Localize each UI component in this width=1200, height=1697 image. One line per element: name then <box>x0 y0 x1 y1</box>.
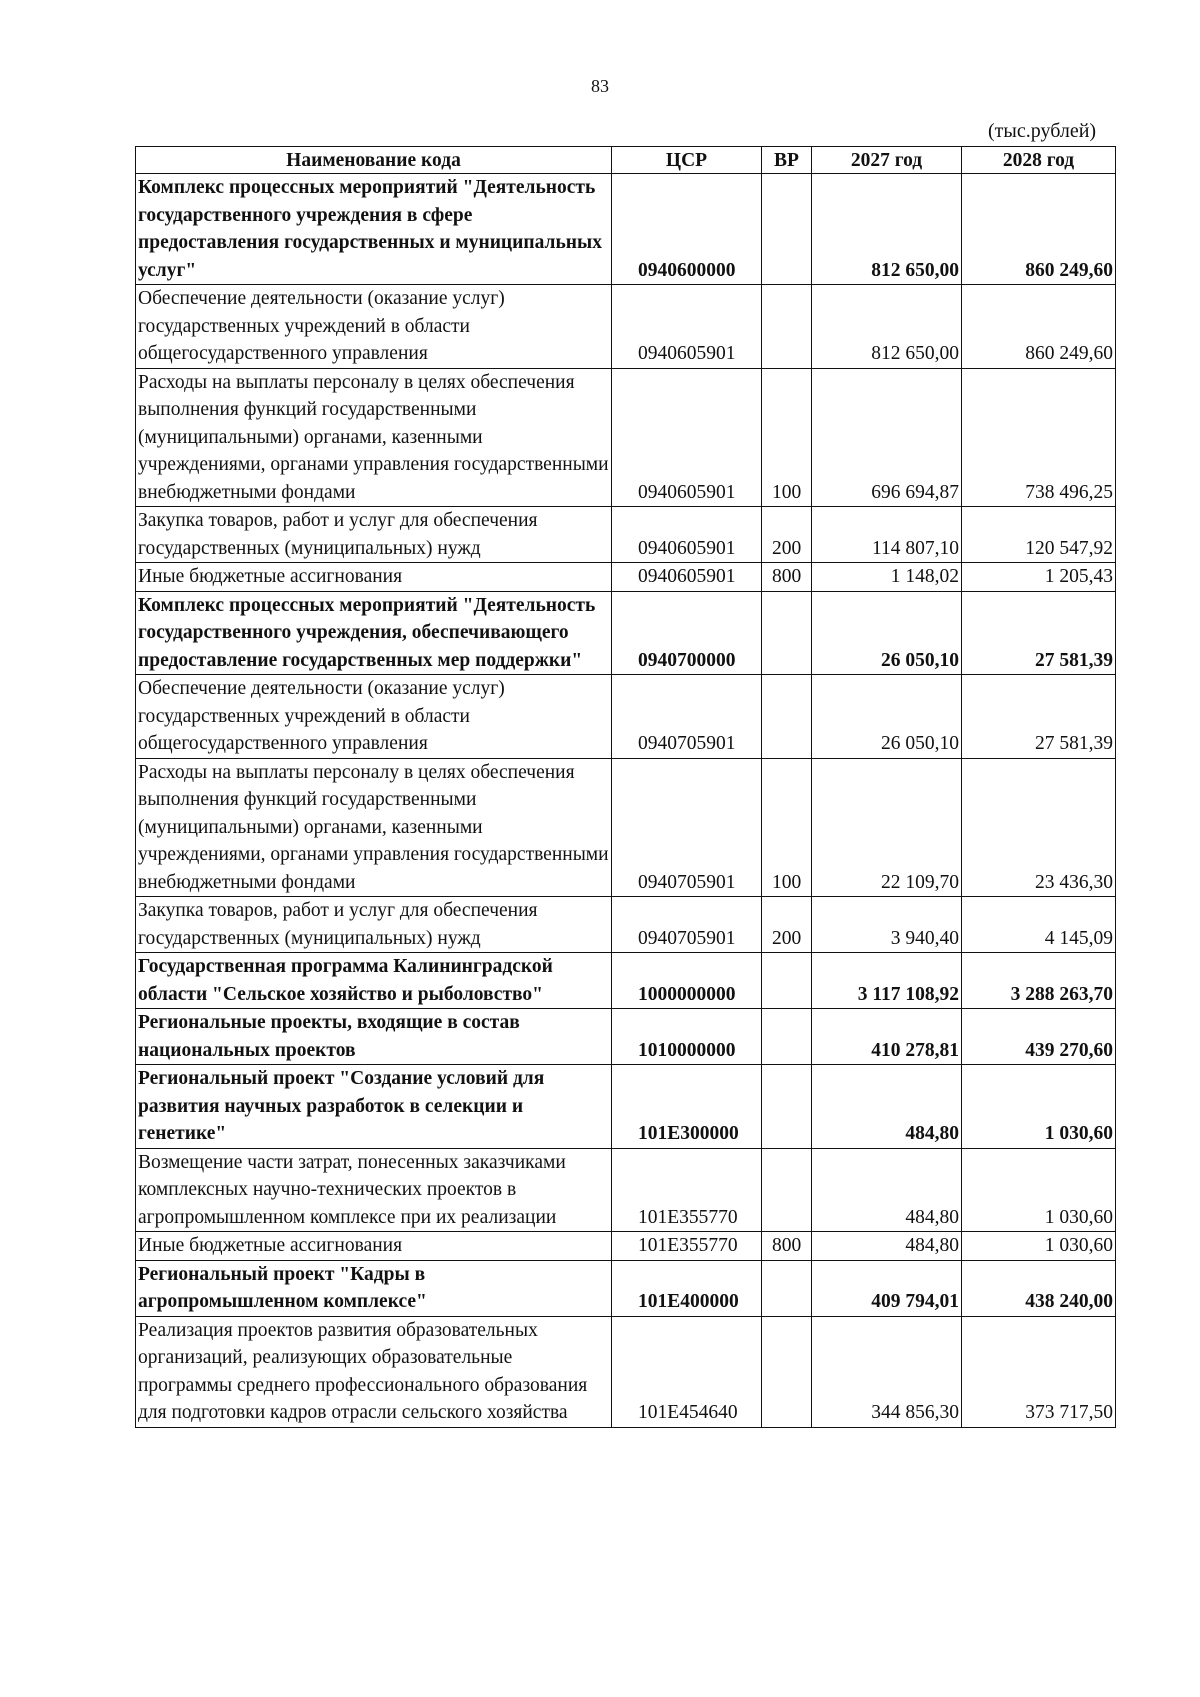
row-vr: 800 <box>762 563 812 592</box>
row-2028: 23 436,30 <box>962 758 1116 897</box>
row-2027: 812 650,00 <box>812 285 962 369</box>
header-name: Наименование кода <box>136 147 612 174</box>
table-row <box>136 285 1116 369</box>
row-vr <box>762 1065 812 1149</box>
row-vr: 100 <box>762 368 812 507</box>
table-row <box>136 897 1116 953</box>
row-2028: 439 270,60 <box>962 1009 1116 1065</box>
row-name: Иные бюджетные ассигнования <box>136 563 612 592</box>
row-vr: 200 <box>762 897 812 953</box>
row-2028: 860 249,60 <box>962 285 1116 369</box>
row-name: Иные бюджетные ассигнования <box>136 1232 612 1261</box>
row-2028: 860 249,60 <box>962 174 1116 285</box>
row-2027: 409 794,01 <box>812 1260 962 1316</box>
row-csr: 101Е400000 <box>612 1260 762 1316</box>
row-2028: 1 030,60 <box>962 1148 1116 1232</box>
row-2028: 27 581,39 <box>962 675 1116 759</box>
table-row <box>136 1148 1116 1232</box>
row-vr: 800 <box>762 1232 812 1261</box>
row-2028: 3 288 263,70 <box>962 953 1116 1009</box>
row-name: Обеспечение деятельности (оказание услуг) государственных учреждений в области общегосударственного управления <box>136 675 612 759</box>
table-row <box>136 1316 1116 1427</box>
row-2028: 438 240,00 <box>962 1260 1116 1316</box>
row-name: Расходы на выплаты персоналу в целях обеспечения выполнения функций государственными (муниципальными) органами, казенными учреждениями, органами управления государственными внебюджетными фондами <box>136 368 612 507</box>
row-2027: 484,80 <box>812 1232 962 1261</box>
row-csr: 0940605901 <box>612 563 762 592</box>
row-name: Возмещение части затрат, понесенных заказчиками комплексных научно-технических проектов в агропромышленном комплексе при их реализации <box>136 1148 612 1232</box>
row-csr: 101Е300000 <box>612 1065 762 1149</box>
row-name: Региональный проект "Кадры в агропромышленном комплексе" <box>136 1260 612 1316</box>
row-2028: 1 030,60 <box>962 1065 1116 1149</box>
row-2028: 27 581,39 <box>962 591 1116 675</box>
table-row <box>136 368 1116 507</box>
row-2027: 26 050,10 <box>812 675 962 759</box>
table-body <box>136 174 1116 1428</box>
row-2027: 812 650,00 <box>812 174 962 285</box>
row-vr <box>762 591 812 675</box>
table-row <box>136 174 1116 285</box>
table-header <box>136 147 1116 174</box>
budget-table <box>135 146 1116 1428</box>
row-vr <box>762 174 812 285</box>
row-vr <box>762 675 812 759</box>
row-2027: 410 278,81 <box>812 1009 962 1065</box>
row-csr: 0940705901 <box>612 758 762 897</box>
table-row <box>136 1009 1116 1065</box>
row-vr <box>762 953 812 1009</box>
row-name: Комплекс процессных мероприятий "Деятельность государственного учреждения в сфере предоставления государственных и муниципальных услуг" <box>136 174 612 285</box>
row-2028: 1 205,43 <box>962 563 1116 592</box>
row-name: Закупка товаров, работ и услуг для обеспечения государственных (муниципальных) нужд <box>136 507 612 563</box>
row-name: Региональные проекты, входящие в состав национальных проектов <box>136 1009 612 1065</box>
row-name: Обеспечение деятельности (оказание услуг) государственных учреждений в области общегосударственного управления <box>136 285 612 369</box>
row-csr: 0940705901 <box>612 897 762 953</box>
header-csr: ЦСР <box>612 147 762 174</box>
row-2027: 3 117 108,92 <box>812 953 962 1009</box>
row-csr: 0940700000 <box>612 591 762 675</box>
row-csr: 101Е454640 <box>612 1316 762 1427</box>
table-row <box>136 507 1116 563</box>
row-2028: 373 717,50 <box>962 1316 1116 1427</box>
row-2027: 484,80 <box>812 1065 962 1149</box>
row-name: Реализация проектов развития образовательных организаций, реализующих образовательные программы среднего профессионального образования для подготовки кадров отрасли сельского хозяйства <box>136 1316 612 1427</box>
table-row <box>136 758 1116 897</box>
row-2027: 3 940,40 <box>812 897 962 953</box>
row-2027: 696 694,87 <box>812 368 962 507</box>
row-2027: 114 807,10 <box>812 507 962 563</box>
table-row <box>136 563 1116 592</box>
row-2028: 1 030,60 <box>962 1232 1116 1261</box>
row-2027: 344 856,30 <box>812 1316 962 1427</box>
row-vr: 100 <box>762 758 812 897</box>
row-vr <box>762 1009 812 1065</box>
row-csr: 0940605901 <box>612 507 762 563</box>
row-csr: 101Е355770 <box>612 1148 762 1232</box>
row-2027: 1 148,02 <box>812 563 962 592</box>
row-2027: 22 109,70 <box>812 758 962 897</box>
row-csr: 101Е355770 <box>612 1232 762 1261</box>
header-vr: ВР <box>762 147 812 174</box>
row-vr <box>762 1148 812 1232</box>
row-vr <box>762 1316 812 1427</box>
row-vr <box>762 285 812 369</box>
row-vr <box>762 1260 812 1316</box>
row-csr: 0940605901 <box>612 285 762 369</box>
table-row <box>136 675 1116 759</box>
row-csr: 1000000000 <box>612 953 762 1009</box>
row-name: Государственная программа Калининградской области "Сельское хозяйство и рыболовство" <box>136 953 612 1009</box>
row-csr: 0940605901 <box>612 368 762 507</box>
table-row <box>136 1065 1116 1149</box>
units-label: (тыс.рублей) <box>988 120 1097 142</box>
row-2028: 120 547,92 <box>962 507 1116 563</box>
row-csr: 0940705901 <box>612 675 762 759</box>
row-csr: 0940600000 <box>612 174 762 285</box>
row-2027: 26 050,10 <box>812 591 962 675</box>
table-row <box>136 1232 1116 1261</box>
row-csr: 1010000000 <box>612 1009 762 1065</box>
header-2028: 2028 год <box>962 147 1116 174</box>
page-number: 83 <box>591 76 609 96</box>
row-2028: 4 145,09 <box>962 897 1116 953</box>
table-row <box>136 591 1116 675</box>
header-2027: 2027 год <box>812 147 962 174</box>
row-vr: 200 <box>762 507 812 563</box>
row-name: Комплекс процессных мероприятий "Деятельность государственного учреждения, обеспечивающего предоставление государственных мер поддержки" <box>136 591 612 675</box>
row-name: Региональный проект "Создание условий для развития научных разработок в селекции и генетике" <box>136 1065 612 1149</box>
row-name: Закупка товаров, работ и услуг для обеспечения государственных (муниципальных) нужд <box>136 897 612 953</box>
table-row <box>136 953 1116 1009</box>
row-2027: 484,80 <box>812 1148 962 1232</box>
row-2028: 738 496,25 <box>962 368 1116 507</box>
header-row <box>136 147 1116 174</box>
table-row <box>136 1260 1116 1316</box>
row-name: Расходы на выплаты персоналу в целях обеспечения выполнения функций государственными (муниципальными) органами, казенными учреждениями, органами управления государственными внебюджетными фондами <box>136 758 612 897</box>
